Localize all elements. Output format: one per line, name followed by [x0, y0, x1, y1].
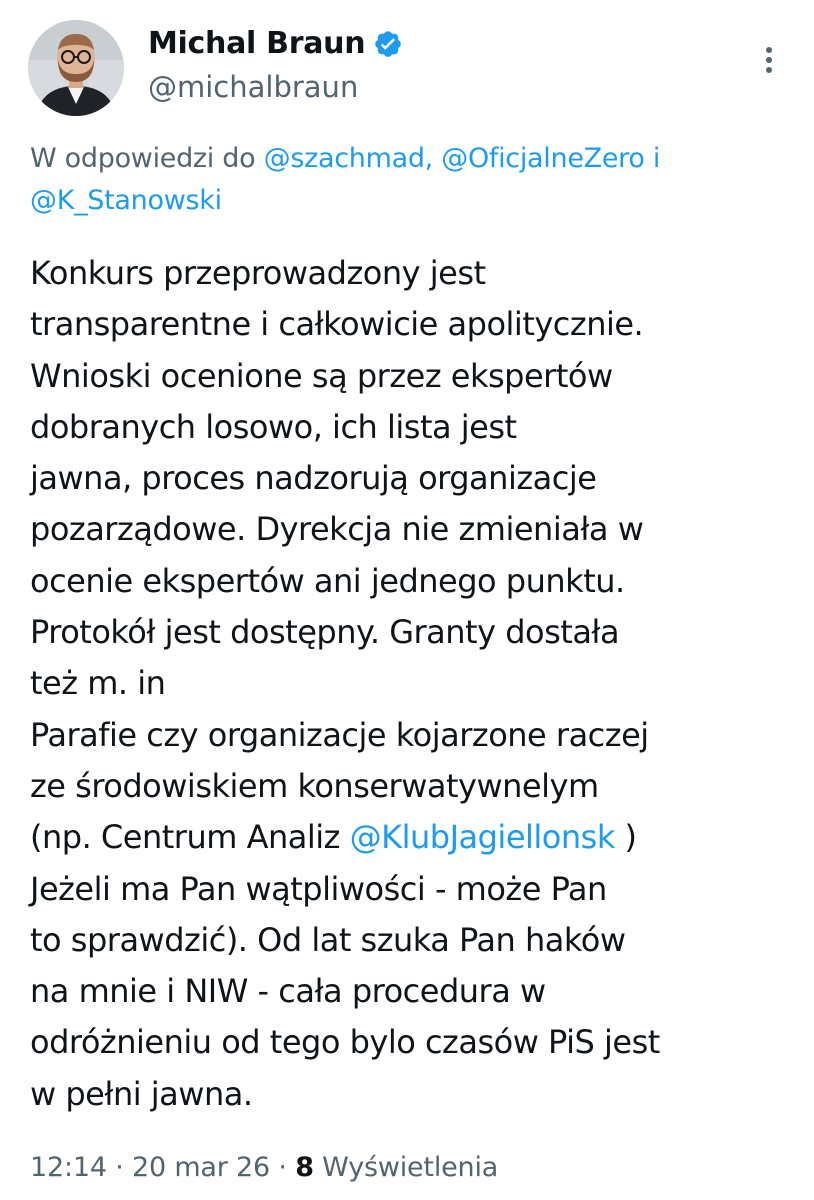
views-count[interactable]: 8: [295, 1152, 314, 1183]
tweet-line: też m. in: [30, 664, 166, 703]
tweet-line: odróżnieniu od tego bylo czasów PiS jest: [30, 1023, 660, 1062]
tweet-line: jawna, proces nadzorują organizacje: [30, 459, 597, 498]
tweet-line: Wnioski ocenione są przez ekspertów: [30, 356, 613, 395]
reply-mention-k-stanowski[interactable]: @K_Stanowski: [30, 185, 222, 216]
tweet-line-with-mention: [30, 812, 810, 863]
meta-separator: ·: [278, 1152, 287, 1183]
reply-context: [30, 138, 800, 222]
display-name[interactable]: Michal Braun: [148, 26, 366, 61]
tweet-line: Jeżeli ma Pan wątpliwości - może Pan: [30, 869, 607, 908]
tweet-line: ocenie ekspertów ani jednego punktu.: [30, 561, 625, 600]
reply-mention-szachmad[interactable]: @szachmad,: [263, 143, 433, 174]
tweet-line: dobranych losowo, ich lista jest: [30, 407, 517, 446]
tweet-line: Parafie czy organizacje kojarzone raczej: [30, 715, 649, 754]
tweet-line-prefix: (np. Centrum Analiz: [30, 818, 350, 857]
more-options-icon[interactable]: [754, 42, 784, 78]
tweet-line: to sprawdzić). Od lat szuka Pan haków: [30, 920, 626, 959]
tweet-line: na mnie i NIW - cała procedura w: [30, 972, 546, 1011]
reply-prefix: W odpowiedzi do: [30, 143, 256, 174]
tweet-line: transparentne i całkowicie apolitycznie.: [30, 305, 644, 344]
meta-separator: ·: [115, 1152, 124, 1183]
tweet-mention-klubjagiellonsk[interactable]: @KlubJagiellonsk: [349, 818, 615, 857]
tweet-line: pozarządowe. Dyrekcja nie zmieniała w: [30, 510, 644, 549]
tweet-date[interactable]: 20 mar 26: [131, 1152, 271, 1183]
views-label[interactable]: Wyświetlenia: [322, 1152, 499, 1183]
verified-badge-icon[interactable]: [373, 29, 403, 59]
avatar[interactable]: [28, 20, 124, 116]
tweet-time[interactable]: 12:14: [30, 1152, 107, 1183]
tweet-meta: [30, 1152, 498, 1183]
author-handle[interactable]: @michalbraun: [148, 70, 359, 104]
tweet-line: Konkurs przeprowadzony jest: [30, 254, 486, 292]
tweet-line: Protokół jest dostępny. Granty dostała: [30, 613, 620, 652]
tweet-line: w pełni jawna.: [30, 1074, 253, 1113]
tweet-text: [30, 248, 810, 1120]
reply-mention-oficjalnezero[interactable]: @OficjalneZero: [441, 143, 645, 174]
tweet-line: ze środowiskiem konserwatywnelym: [30, 766, 599, 805]
tweet-line-suffix: ): [614, 818, 637, 857]
reply-conjunction: i: [652, 143, 661, 174]
profile-photo: [28, 20, 124, 116]
author-name-row[interactable]: [148, 26, 403, 61]
